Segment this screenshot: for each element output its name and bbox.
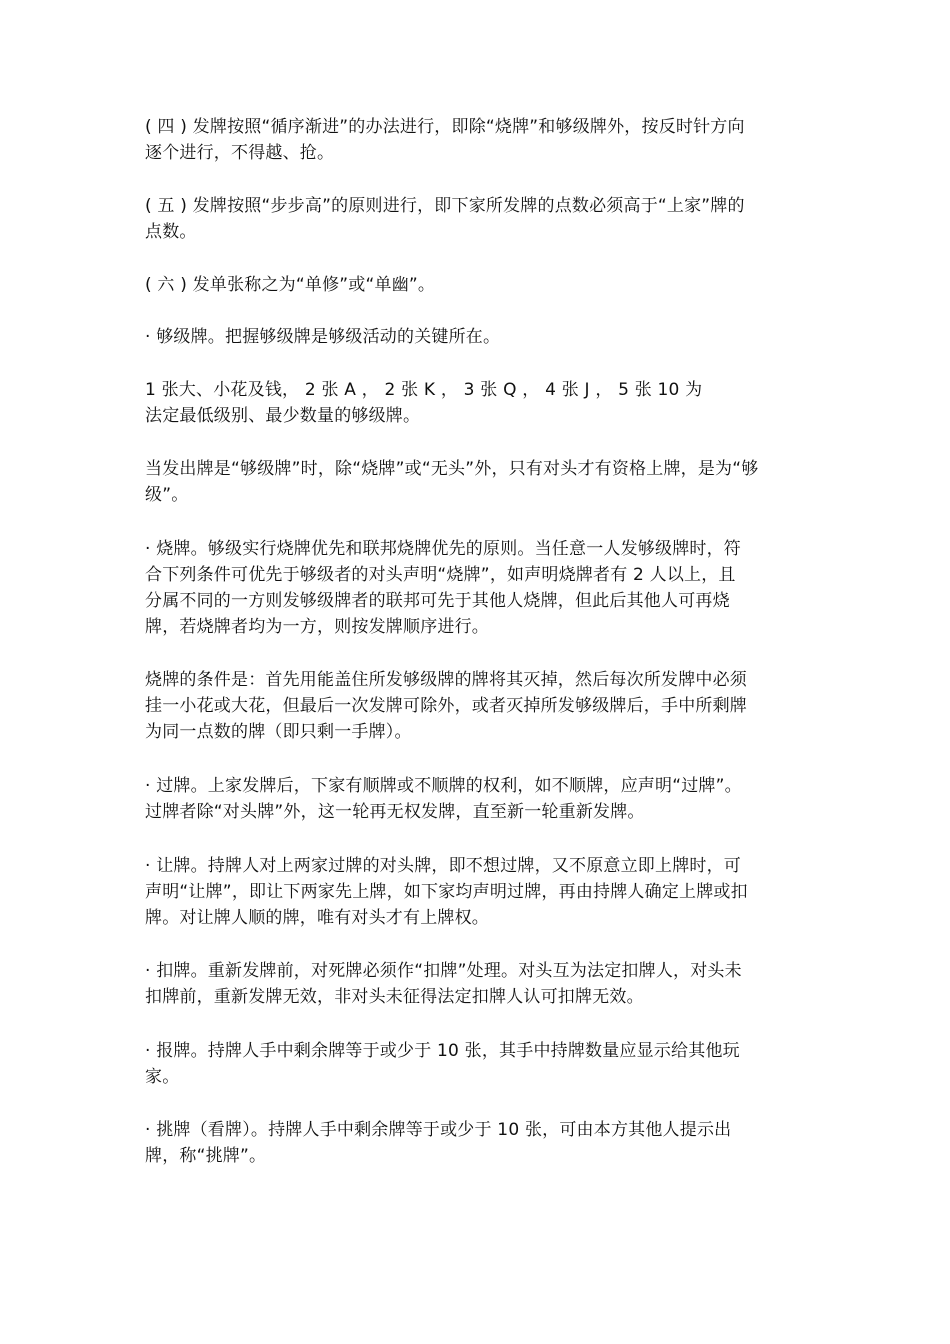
- paragraph-gouji-minimum: [145, 377, 810, 429]
- paragraph-rule-5: [145, 193, 810, 245]
- text-line: 合下列条件可优先于够级者的对头声明“烧牌”，如声明烧牌者有 2 人以上，且: [145, 565, 736, 585]
- paragraph-report-card: [145, 1038, 810, 1090]
- text-line: 牌。对让牌人顺的牌，唯有对头才有上牌权。: [145, 908, 489, 928]
- text-line: 牌，若烧牌者均为一方，则按发牌顺序进行。: [145, 617, 489, 637]
- text-line: · 过牌。上家发牌后，下家有顺牌或不顺牌的权利，如不顺牌，应声明“过牌”。: [145, 776, 742, 796]
- text-line: 逐个进行，不得越、抢。: [145, 143, 335, 163]
- text-line: 扣牌前，重新发牌无效，非对头未征得法定扣牌人认可扣牌无效。: [145, 987, 644, 1007]
- text-line: ( 五 ) 发牌按照“步步高”的原则进行，即下家所发牌的点数必须高于“上家”牌的: [145, 196, 745, 216]
- paragraph-gouji-definition: [145, 456, 810, 508]
- text-line: 法定最低级别、最少数量的够级牌。: [145, 406, 421, 426]
- text-line: · 让牌。持牌人对上两家过牌的对头牌，即不想过牌，又不原意立即上牌时，可: [145, 856, 742, 876]
- text-line: 挂一小花或大花，但最后一次发牌可除外，或者灭掉所发够级牌后，手中所剩牌: [145, 696, 747, 716]
- text-line: 牌，称“挑牌”。: [145, 1146, 267, 1166]
- paragraph-pass-card: [145, 773, 810, 825]
- text-line: 点数。: [145, 222, 197, 242]
- text-line: · 扣牌。重新发牌前，对死牌必须作“扣牌”处理。对头互为法定扣牌人，对头未: [145, 961, 742, 981]
- text-line: 烧牌的条件是：首先用能盖住所发够级牌的牌将其灭掉，然后每次所发牌中必须: [145, 670, 747, 690]
- text-line: 家。: [145, 1067, 180, 1087]
- paragraph-pick-card: [145, 1117, 810, 1169]
- paragraph-gouji-card: [145, 324, 810, 350]
- text-line: 1 张大、小花及钱， 2 张 A ， 2 张 K ， 3 张 Q ， 4 张 J ， 5 张 10 为: [145, 380, 703, 400]
- paragraph-hold-card: [145, 958, 810, 1010]
- text-line: · 够级牌。把握够级牌是够级活动的关键所在。: [145, 327, 501, 347]
- paragraph-burn-card: [145, 536, 810, 640]
- text-line: ( 六 ) 发单张称之为“单修”或“单幽”。: [145, 275, 436, 295]
- text-line: ( 四 ) 发牌按照“循序渐进”的办法进行，即除“烧牌”和够级牌外，按反时针方向: [145, 117, 745, 137]
- paragraph-yield-card: [145, 853, 810, 931]
- text-line: 声明“让牌”，即让下两家先上牌，如下家均声明过牌，再由持牌人确定上牌或扣: [145, 882, 748, 902]
- paragraph-rule-6: [145, 272, 810, 298]
- text-line: · 烧牌。够级实行烧牌优先和联邦烧牌优先的原则。当任意一人发够级牌时，符: [145, 539, 742, 559]
- text-line: 当发出牌是“够级牌”时，除“烧牌”或“无头”外，只有对头才有资格上牌，是为“够: [145, 459, 759, 479]
- text-line: 分属不同的一方则发够级牌者的联邦可先于其他人烧牌，但此后其他人可再烧: [145, 591, 730, 611]
- text-line: 为同一点数的牌（即只剩一手牌）。: [145, 722, 412, 742]
- text-line: · 挑牌（看牌）。持牌人手中剩余牌等于或少于 10 张，可由本方其他人提示出: [145, 1120, 732, 1140]
- paragraph-rule-4: [145, 114, 810, 166]
- text-line: 过牌者除“对头牌”外，这一轮再无权发牌，直至新一轮重新发牌。: [145, 802, 645, 822]
- paragraph-burn-conditions: [145, 667, 810, 745]
- text-line: · 报牌。持牌人手中剩余牌等于或少于 10 张，其手中持牌数量应显示给其他玩: [145, 1041, 740, 1061]
- text-line: 级”。: [145, 485, 189, 505]
